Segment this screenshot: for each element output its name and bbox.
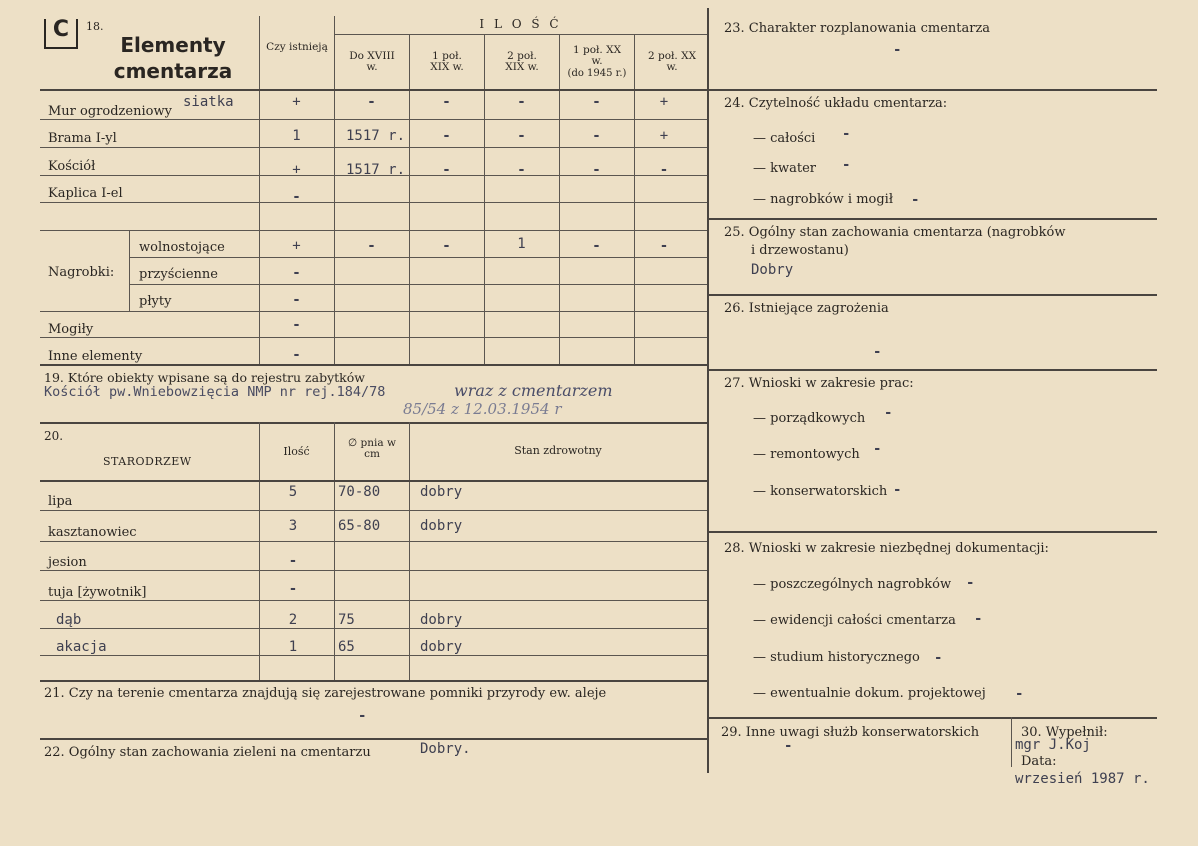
- grid-line: [1011, 717, 1012, 767]
- row-label-wolnostojace: wolnostojące: [139, 240, 225, 255]
- col-header-exists: Czy istnieją: [266, 41, 328, 53]
- section-18-number: 18.: [86, 20, 104, 33]
- grid-line: [40, 89, 707, 91]
- section-letter: C: [52, 17, 70, 42]
- section-20-number: 20.: [44, 429, 64, 443]
- cell-value: -: [659, 162, 669, 178]
- section-25-label-line1: 25. Ogólny stan zachowania cmentarza (nagrobków: [724, 225, 1066, 240]
- grid-line: [40, 480, 707, 482]
- tree-diameter: 65-80: [338, 518, 381, 534]
- grid-line: [707, 294, 1157, 296]
- cell-value: -: [517, 162, 526, 178]
- section-24-item-value: -: [842, 126, 851, 142]
- section-24-label: 24. Czytelność układu cmentarza:: [724, 96, 948, 111]
- grid-line: [707, 218, 1157, 220]
- main-divider: [707, 8, 709, 773]
- grid-line: [40, 422, 707, 424]
- tree-diameter: 65: [338, 639, 355, 655]
- grid-line: [40, 510, 707, 511]
- row-label-przyscienne: przyścienne: [139, 267, 218, 282]
- cell-value: -: [592, 128, 601, 144]
- section-28-item-value: -: [934, 650, 943, 666]
- cell-value: -: [592, 238, 601, 254]
- tree-name-akacja: akacja: [56, 639, 107, 655]
- grid-line: [40, 628, 707, 629]
- grid-line: [334, 422, 335, 680]
- section-27-item-label: — konserwatorskich: [753, 484, 888, 499]
- section-29-value: -: [784, 738, 793, 754]
- grid-line: [409, 422, 410, 680]
- cell-value: -: [367, 238, 376, 254]
- cell-value: -: [292, 317, 301, 333]
- section-19-label: 19. Które obiekty wpisane są do rejestru zabytków: [44, 370, 365, 385]
- tree-diameter: 70-80: [338, 484, 381, 500]
- col-header-period-4: 2 poł. XX w.: [647, 50, 697, 73]
- cell-value: -: [292, 292, 301, 308]
- cell-value: 1517 r.: [346, 162, 406, 178]
- tree-qty: -: [288, 581, 298, 597]
- col-header-period-0: Do XVIII w.: [349, 50, 395, 73]
- grid-line: [634, 34, 635, 364]
- cell-value: -: [442, 94, 451, 110]
- cell-value: -: [659, 238, 669, 254]
- grid-line: [484, 34, 485, 364]
- cell-value: -: [442, 238, 451, 254]
- section-25-value: Dobry: [751, 262, 794, 278]
- section-30-label: 30. Wypełnił:: [1021, 725, 1108, 740]
- row-label-nagrobki: Nagrobki:: [48, 265, 115, 280]
- section-29-label: 29. Inne uwagi służb konserwatorskich: [721, 725, 980, 740]
- grid-line: [409, 34, 410, 364]
- section-28-item-value: -: [974, 611, 983, 627]
- section-19-typed: Kościół pw.Wniebowzięcia NMP nr rej.184/78: [44, 384, 386, 400]
- section-24-item-label: — nagrobków i mogił: [753, 192, 894, 207]
- section-22-label: 22. Ogólny stan zachowania zieleni na cmentarzu: [44, 745, 371, 760]
- col-header-period-1: 1 poł. XIX w.: [430, 50, 464, 73]
- cell-value: -: [367, 94, 376, 110]
- grid-line: [40, 147, 707, 148]
- tree-qty: 1: [288, 639, 298, 655]
- section-30-name: mgr J.Koj: [1015, 737, 1091, 753]
- section-24-item-value: -: [911, 192, 920, 208]
- section-20-title: STARODRZEW: [103, 455, 192, 468]
- grid-line: [40, 337, 707, 338]
- row-note-siatka: siatka: [183, 94, 234, 110]
- section-27-label: 27. Wnioski w zakresie prac:: [724, 376, 914, 391]
- section-30-date: wrzesień 1987 r.: [1015, 771, 1150, 787]
- col-header-qty: Ilość: [283, 445, 310, 458]
- grid-line: [707, 369, 1157, 371]
- grid-line: [40, 119, 707, 120]
- tree-health: dobry: [420, 612, 463, 628]
- row-label-inne: Inne elementy: [48, 349, 143, 364]
- tree-health: dobry: [420, 484, 463, 500]
- grid-line: [40, 655, 707, 656]
- cell-value: -: [517, 128, 526, 144]
- cell-value: -: [592, 162, 601, 178]
- section-22-value: Dobry.: [420, 741, 471, 757]
- section-21-value: -: [358, 708, 367, 724]
- section-25-label-line2: i drzewostanu): [751, 243, 849, 258]
- cell-value: 1: [292, 128, 301, 144]
- grid-line: [707, 717, 1157, 719]
- tree-qty: -: [288, 553, 298, 569]
- cell-value: +: [292, 238, 301, 254]
- tree-qty: 2: [288, 612, 298, 628]
- section-23-value: -: [893, 42, 902, 58]
- grid-line: [40, 230, 707, 231]
- col-header-diameter: ∅ pnia w cm: [348, 437, 396, 460]
- section-24-item-label: — całości: [753, 131, 816, 146]
- section-27-item-value: -: [884, 405, 893, 421]
- col-header-ilosc: I L O Ś Ć: [479, 17, 562, 31]
- grid-line: [129, 284, 707, 285]
- cell-value: -: [292, 265, 301, 281]
- col-header-period-3: 1 poł. XX w.: [572, 44, 622, 67]
- cell-value: -: [442, 162, 451, 178]
- row-label-kaplica: Kaplica I-el: [48, 186, 123, 201]
- grid-line: [334, 34, 707, 35]
- section-27-item-label: — remontowych: [753, 447, 860, 462]
- grid-line: [40, 680, 707, 682]
- grid-line: [40, 202, 707, 203]
- section-19-handwriting-2: 85/54 z 12.03.1954 r: [403, 400, 562, 418]
- grid-line: [559, 34, 560, 364]
- cell-value: +: [292, 162, 301, 178]
- section-23-label: 23. Charakter rozplanowania cmentarza: [724, 21, 991, 36]
- section-28-item-label: — ewentualnie dokum. projektowej: [753, 686, 986, 701]
- col-header-period-3b: (do 1945 r.): [567, 68, 627, 79]
- section-21-label: 21. Czy na terenie cmentarza znajdują się zarejestrowane pomniki przyrody ew. aleje: [44, 686, 607, 701]
- section-26-label: 26. Istniejące zagrożenia: [724, 301, 889, 316]
- tree-name-lipa: lipa: [48, 494, 73, 509]
- section-24-item-value: -: [842, 157, 851, 173]
- tree-name-dab: dąb: [56, 612, 82, 628]
- cell-value: 1: [517, 236, 526, 252]
- row-label-mur: Mur ogrodzeniowy: [48, 104, 172, 119]
- cell-value: -: [442, 128, 451, 144]
- tree-qty: 3: [288, 518, 298, 534]
- grid-line: [40, 541, 707, 542]
- grid-line: [129, 230, 130, 312]
- section-19-handwriting-1: wraz z cmentarzem: [454, 381, 613, 400]
- tree-diameter: 75: [338, 612, 355, 628]
- tree-name-tuja: tuja [żywotnik]: [48, 585, 147, 600]
- cell-value: +: [659, 94, 669, 110]
- col-header-period-2: 2 poł. XIX w.: [505, 50, 539, 73]
- section-30-date-label: Data:: [1021, 754, 1057, 769]
- grid-line: [129, 257, 707, 258]
- section-28-item-value: -: [966, 575, 975, 591]
- section-27-item-value: -: [893, 482, 902, 498]
- section-27-item-label: — porządkowych: [753, 411, 866, 426]
- cell-value: -: [292, 189, 301, 205]
- tree-name-kasztanowiec: kasztanowiec: [48, 525, 137, 540]
- section-28-item-label: — ewidencji całości cmentarza: [753, 613, 956, 628]
- grid-line: [40, 600, 707, 601]
- cell-value: +: [292, 94, 301, 110]
- section-18-title-line1: Elementy: [120, 33, 226, 57]
- section-18-title-line2: cmentarza: [113, 59, 233, 83]
- tree-health: dobry: [420, 518, 463, 534]
- grid-line: [40, 570, 707, 571]
- grid-line: [707, 89, 1157, 91]
- cell-value: -: [292, 347, 301, 363]
- section-28-item-label: — studium historycznego: [753, 650, 920, 665]
- section-28-item-label: — poszczególnych nagrobków: [753, 577, 952, 592]
- row-label-brama: Brama I-yl: [48, 131, 117, 146]
- cell-value: -: [517, 94, 526, 110]
- grid-line: [40, 364, 707, 366]
- tree-name-jesion: jesion: [48, 555, 87, 570]
- row-label-plyty: płyty: [139, 294, 172, 309]
- tree-health: dobry: [420, 639, 463, 655]
- section-28-item-value: -: [1015, 686, 1024, 702]
- section-24-item-label: — kwater: [753, 161, 817, 176]
- cell-value: +: [659, 128, 669, 144]
- section-27-item-value: -: [873, 441, 882, 457]
- grid-line: [40, 311, 707, 312]
- col-header-health: Stan zdrowotny: [514, 444, 602, 457]
- section-26-value: -: [873, 344, 882, 360]
- grid-line: [707, 531, 1157, 533]
- section-28-label: 28. Wnioski w zakresie niezbędnej dokumentacji:: [724, 541, 1049, 556]
- row-label-kosciol: Kościół: [48, 159, 96, 174]
- cell-value: -: [592, 94, 601, 110]
- row-label-mogily: Mogiły: [48, 322, 94, 337]
- grid-line: [40, 738, 707, 740]
- cell-value: 1517 r.: [346, 128, 406, 144]
- tree-qty: 5: [288, 484, 298, 500]
